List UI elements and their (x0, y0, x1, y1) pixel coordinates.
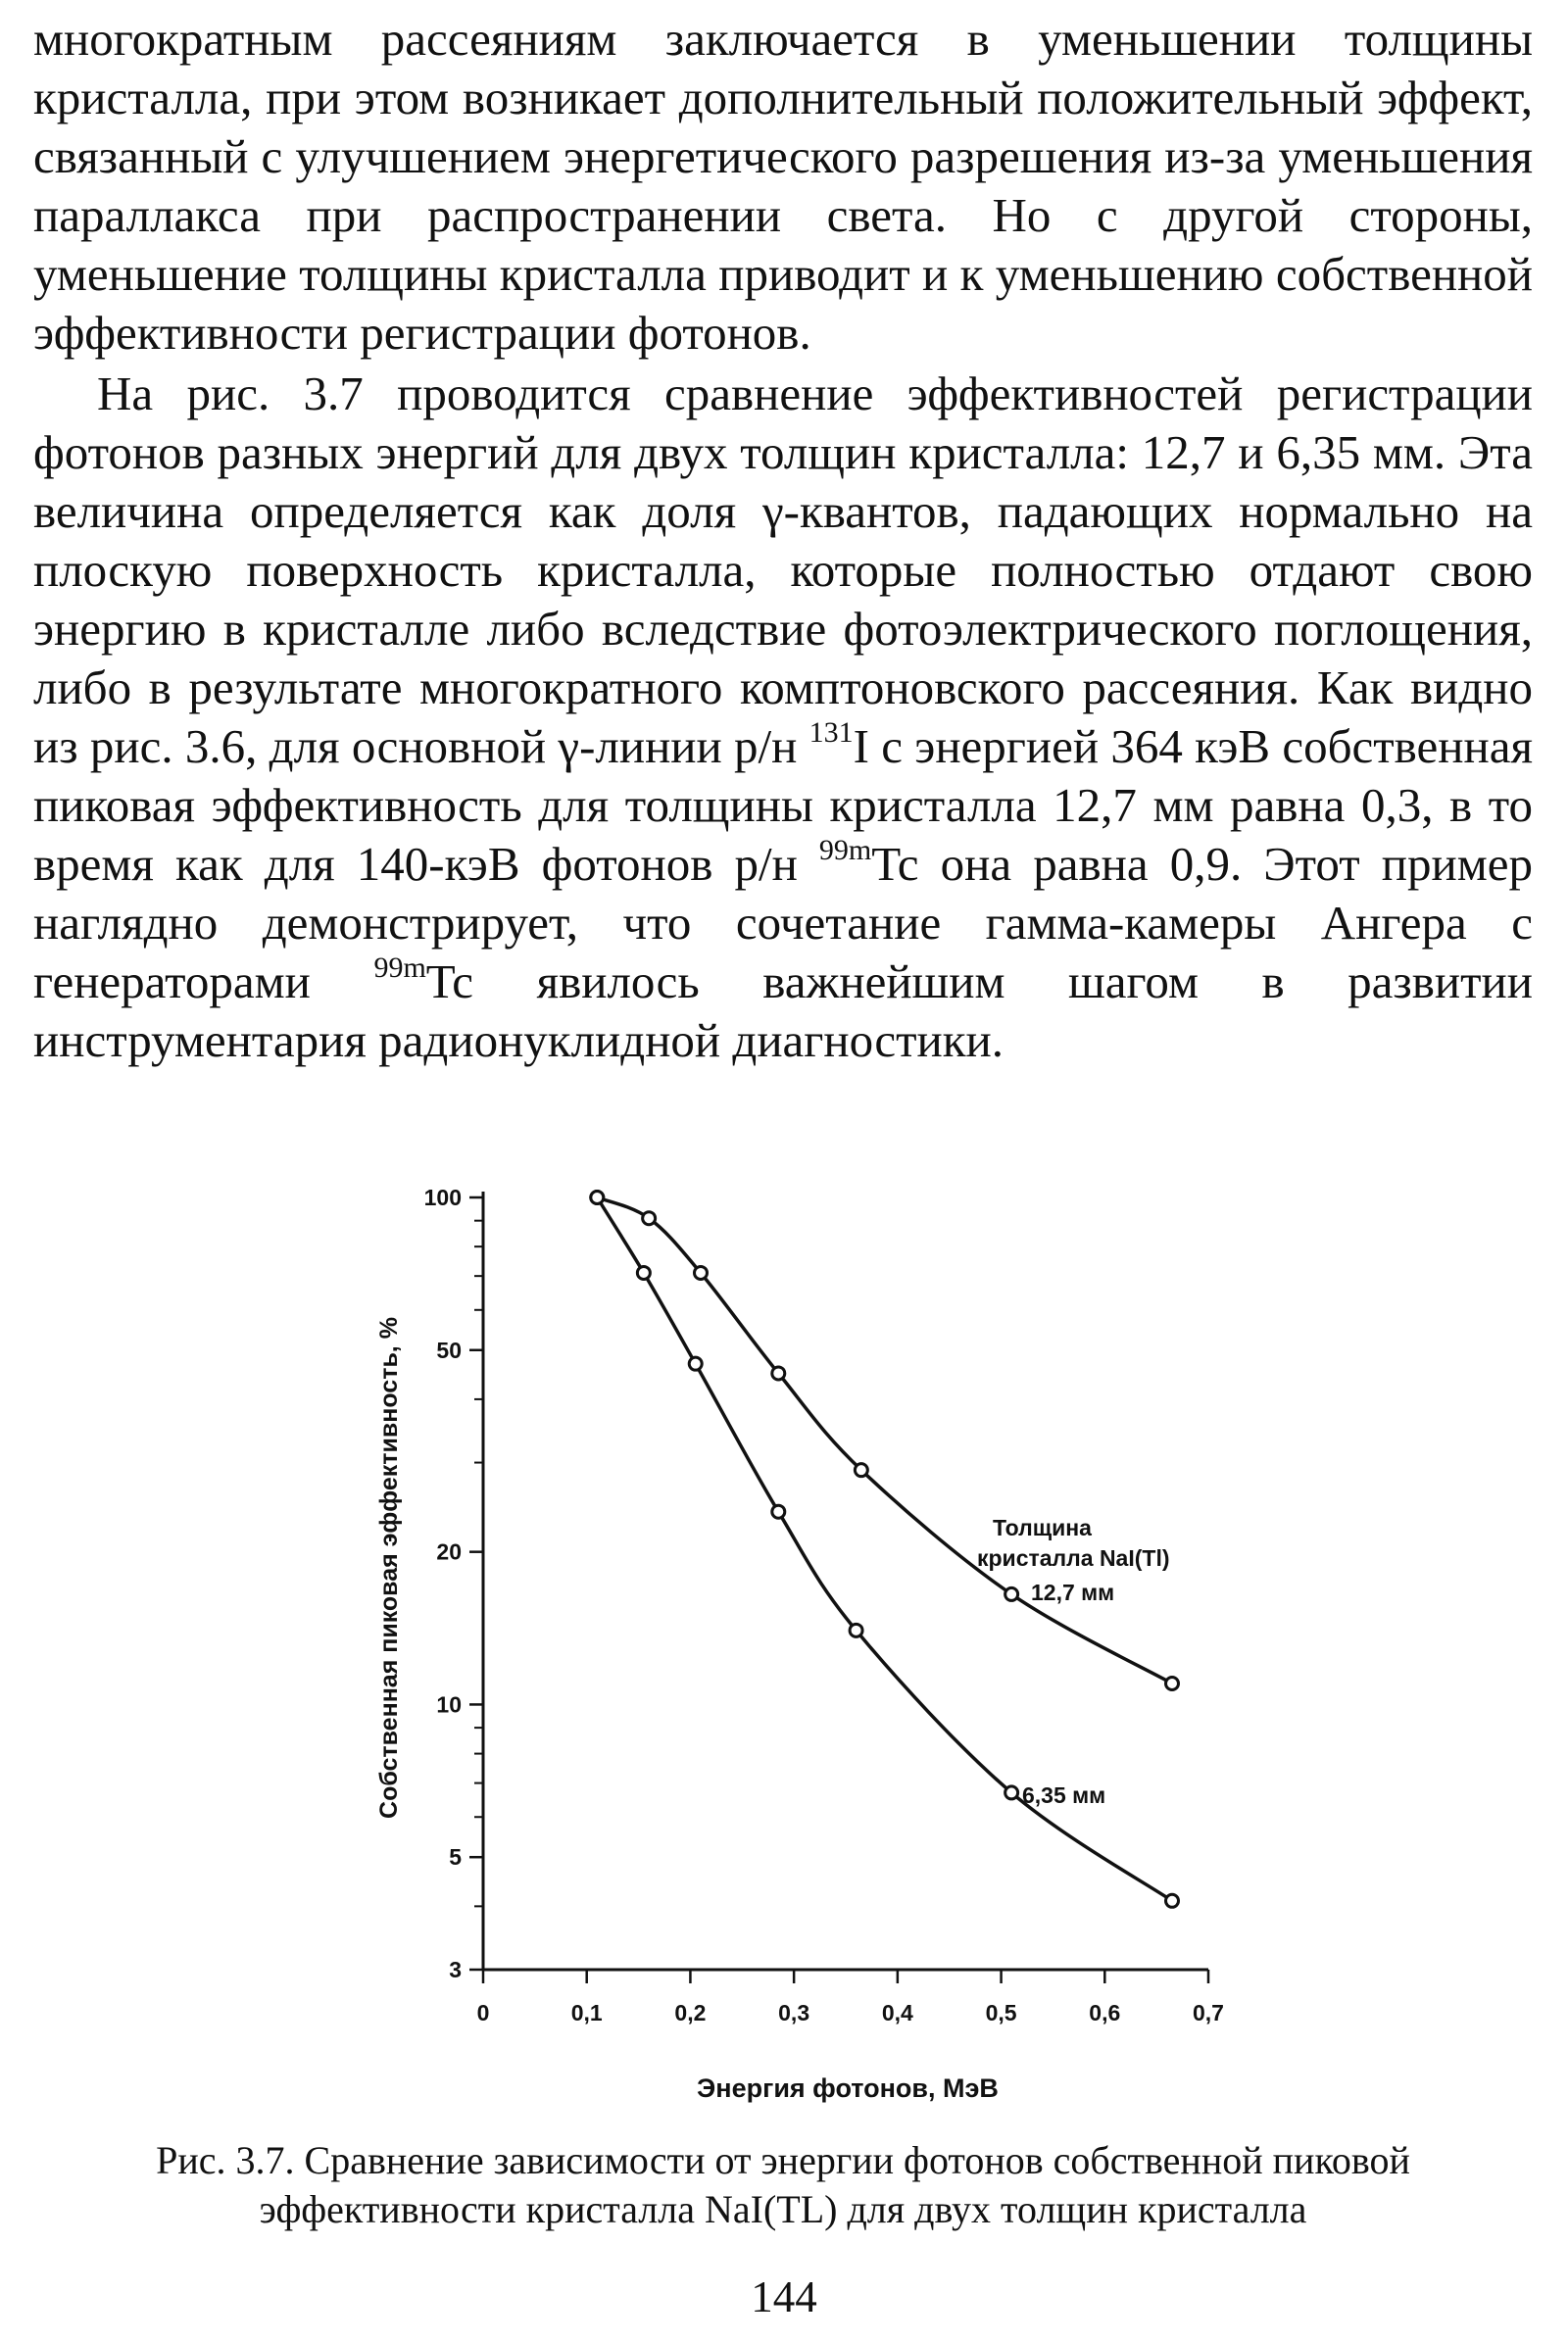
x-tick-label: 0,7 (1193, 2000, 1224, 2025)
data-point-series-0 (772, 1367, 785, 1380)
paragraph-2 (33, 365, 1533, 1070)
series-line-0 (597, 1197, 1172, 1683)
data-point-series-1 (1005, 1786, 1018, 1799)
y-tick-label: 100 (423, 1185, 462, 1210)
data-point-series-0 (643, 1212, 656, 1225)
paragraph-2-text (33, 365, 1533, 1070)
data-point-series-0 (1005, 1587, 1018, 1600)
x-tick-label: 0,3 (778, 2000, 810, 2025)
data-point-series-1 (637, 1266, 650, 1279)
x-tick-label: 0,4 (881, 2000, 913, 2025)
x-tick-label: 0 (476, 2000, 490, 2025)
legend-title-line-1: Толщина (993, 1515, 1092, 1540)
paragraph-1 (33, 10, 1533, 363)
x-tick-label: 0,6 (1089, 2000, 1121, 2025)
figure-caption (33, 2136, 1533, 2234)
series-label-6-35: 6,35 мм (1022, 1782, 1106, 1808)
y-tick-label: 3 (449, 1957, 462, 1982)
data-point-series-1 (850, 1624, 862, 1636)
x-tick-label: 0,5 (985, 2000, 1017, 2025)
isotope-superscript-99m-a: 99m (818, 833, 872, 866)
isotope-superscript-131: 131 (808, 715, 854, 749)
legend-title-line-2: кристалла NaI(Tl) (977, 1545, 1170, 1571)
y-tick-label: 20 (436, 1538, 462, 1565)
series-label-12-7: 12,7 мм (1031, 1580, 1115, 1605)
figure-caption-line-2: эффективности кристалла NaI(TL) для двух толщин кристалла (259, 2187, 1307, 2231)
paragraph-2-part-3: Tc она равна 0,9. Этот пример наглядно демонстрирует, что сочетание гамма-камеры Ангера с генераторами (33, 837, 1534, 1008)
y-tick-label: 5 (449, 1844, 462, 1871)
y-axis-label: Собственная пиковая эффективность, % (375, 1317, 403, 1819)
page-number: 144 (751, 2272, 817, 2321)
paragraph-1-text: многократным рассеяниям заключается в уменьшении толщины кристалла, при этом возникает дополнительный положительный эффект, связанный с улучшением энергетического разрешения из-за уменьшения параллакса при распространении света. Но с другой стороны, уменьшение толщины кристалла приводит и к уменьшению собственной эффективности регистрации фотонов. (33, 12, 1533, 360)
paragraph-2-part-4: Tc явилось важнейшим шагом в развитии инструментария радионуклидной диагностики. (33, 954, 1533, 1067)
chart-axes (424, 1185, 1224, 2025)
y-tick-label: 10 (436, 1691, 462, 1718)
data-point-series-1 (591, 1192, 604, 1204)
x-tick-label: 0,2 (674, 2000, 707, 2025)
data-point-series-1 (1166, 1894, 1179, 1907)
x-axis-label: Энергия фотонов, МэВ (697, 2074, 999, 2103)
figure-caption-line-1: Рис. 3.7. Сравнение зависимости от энергии фотонов собственной пиковой (156, 2138, 1410, 2182)
paragraph-2-part-1: На рис. 3.7 проводится сравнение эффективностей регистрации фотонов разных энергий для двух толщин кристалла: 12,7 и 6,35 мм. Эта величина определяется как доля γ-квантов, падающих нормально на плоскую поверхность кристалла, которые полностью отдают свою энергию в кристалле либо вследствие фотоэлектрического поглощения, либо в результате многократного комптоновского рассеяния. Как видно из рис. 3.6, для основной γ-линии р/н (33, 366, 1533, 773)
x-tick-label: 0,1 (570, 2000, 603, 2025)
data-point-series-0 (695, 1266, 708, 1279)
data-point-series-1 (689, 1357, 702, 1370)
paragraph-2-part-2: I с энергией 364 кэВ собственная пиковая эффективность для толщины кристалла 12,7 мм равна 0,3, в то время как для 140-кэВ фотонов р/н (33, 719, 1533, 891)
data-point-series-0 (855, 1464, 867, 1477)
efficiency-chart (372, 1176, 1254, 2126)
isotope-superscript-99m-b: 99m (373, 951, 426, 984)
y-tick-label: 50 (436, 1337, 462, 1363)
data-point-series-0 (1166, 1678, 1179, 1690)
data-point-series-1 (772, 1505, 785, 1518)
